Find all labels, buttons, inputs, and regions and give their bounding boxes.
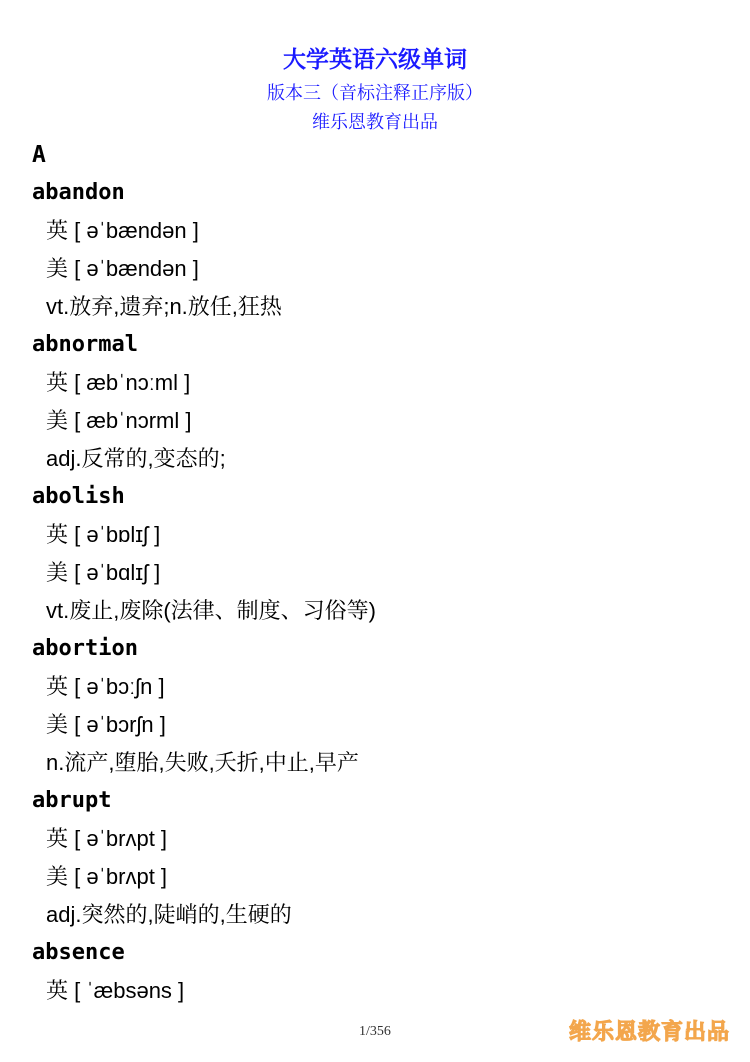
page-number: 1/356 (359, 1024, 391, 1039)
uk-pronunciation: 英 [ əˈbrʌpt ] (46, 826, 168, 851)
headword: abandon (32, 180, 125, 205)
uk-pronunciation: 英 [ əˈbɒlɪʃ ] (46, 522, 161, 547)
definition: adj.突然的,陡峭的,生硬的 (46, 902, 292, 927)
us-pronunciation: 美 [ əˈbrʌpt ] (46, 864, 168, 889)
headword: absence (32, 940, 125, 965)
headword: abnormal (32, 332, 138, 357)
headword: abrupt (32, 788, 112, 813)
uk-pronunciation: 英 [ æbˈnɔːml ] (46, 370, 191, 395)
document-title: 大学英语六级单词 (283, 47, 467, 73)
headword: abortion (32, 636, 138, 661)
word-list (32, 137, 722, 1010)
watermark-logo: 维乐恩教育出品 (568, 1020, 730, 1045)
us-pronunciation: 美 [ əˈbændən ] (46, 256, 199, 281)
document-subtitle: 版本三（音标注释正序版） (267, 83, 483, 104)
uk-pronunciation: 英 [ əˈbɔːʃn ] (46, 674, 165, 699)
headword: abolish (32, 484, 125, 509)
document-header (0, 40, 750, 138)
document-publisher: 维乐恩教育出品 (312, 112, 438, 133)
definition: n.流产,堕胎,失败,夭折,中止,早产 (46, 750, 359, 775)
word-entry (32, 630, 722, 782)
definition: vt.放弃,遗弃;n.放任,狂热 (46, 294, 282, 319)
uk-pronunciation: 英 [ əˈbændən ] (46, 218, 199, 243)
word-entry (32, 478, 722, 630)
word-entry (32, 326, 722, 478)
word-entry (32, 174, 722, 326)
us-pronunciation: 美 [ əˈbɔrʃn ] (46, 712, 166, 737)
word-entry (32, 782, 722, 934)
definition: vt.废止,废除(法律、制度、习俗等) (46, 598, 376, 623)
section-letter: A (32, 142, 46, 168)
us-pronunciation: 美 [ əˈbɑlɪʃ ] (46, 560, 161, 585)
uk-pronunciation: 英 [ ˈæbsəns ] (46, 978, 185, 1003)
us-pronunciation: 美 [ æbˈnɔrml ] (46, 408, 192, 433)
definition: adj.反常的,变态的; (46, 446, 226, 471)
word-entry (32, 934, 722, 1010)
